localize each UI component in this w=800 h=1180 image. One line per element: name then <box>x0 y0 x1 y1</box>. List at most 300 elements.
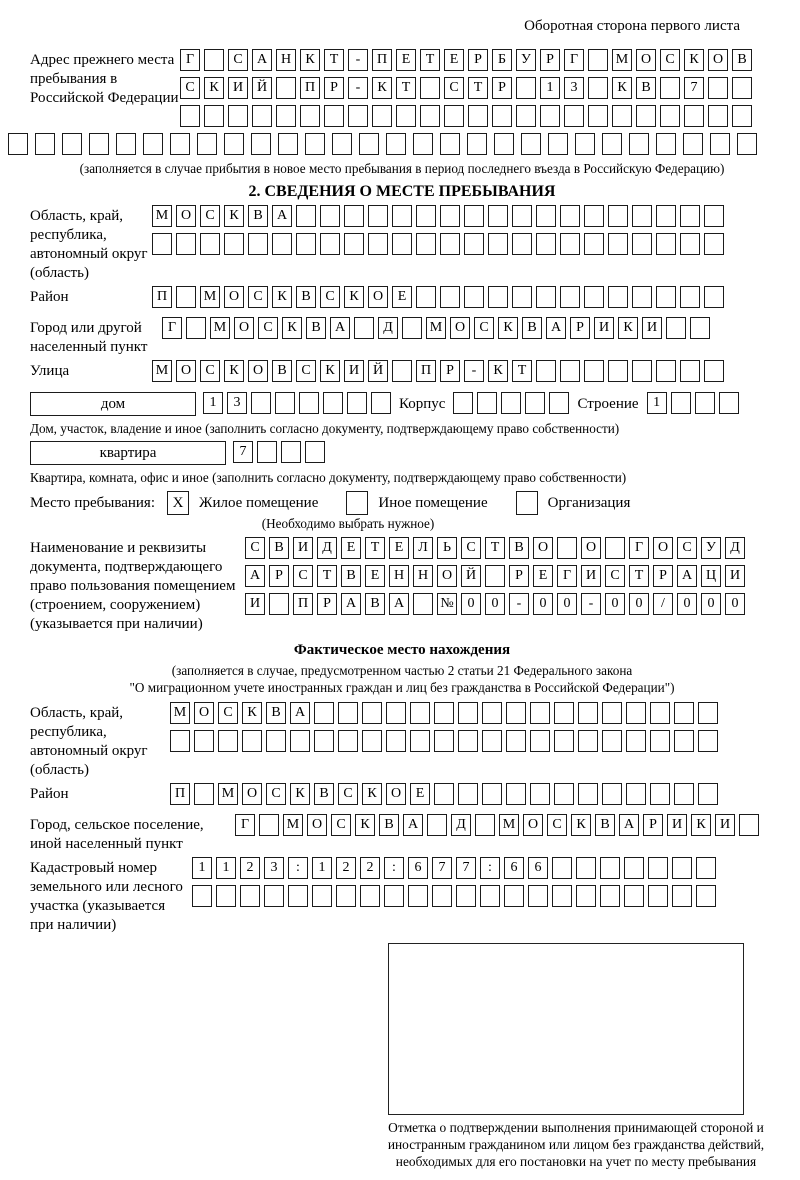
char-cell <box>672 885 692 907</box>
char-cell: М <box>170 702 190 724</box>
char-cell: А <box>546 317 566 339</box>
actual-district-row <box>170 783 722 807</box>
char-cell <box>170 730 190 752</box>
char-cell: С <box>228 49 248 71</box>
char-cell: А <box>619 814 639 836</box>
char-cell: О <box>450 317 470 339</box>
char-cell: О <box>581 537 601 559</box>
char-cell <box>228 105 248 127</box>
char-cell <box>624 885 644 907</box>
actual-city-field <box>30 814 796 854</box>
char-cell: С <box>660 49 680 71</box>
char-cell <box>396 105 416 127</box>
stay-type-checkbox-organization <box>516 491 538 515</box>
char-cell: М <box>210 317 230 339</box>
char-cell <box>116 133 136 155</box>
region-row-1 <box>152 205 728 229</box>
char-cell: Н <box>413 565 433 587</box>
char-cell <box>143 133 163 155</box>
char-cell: К <box>372 77 392 99</box>
char-cell <box>528 885 548 907</box>
char-cell: Н <box>276 49 296 71</box>
char-cell: Т <box>420 49 440 71</box>
char-cell: В <box>272 360 292 382</box>
char-cell <box>251 392 271 414</box>
house-note: Дом, участок, владение и иное (заполнить согласно документу, подтверждающему право собственности) <box>30 421 620 436</box>
char-cell: Т <box>317 565 337 587</box>
char-cell: Т <box>365 537 385 559</box>
char-cell: С <box>200 360 220 382</box>
char-cell <box>584 286 604 308</box>
char-cell <box>444 105 464 127</box>
char-cell <box>602 783 622 805</box>
actual-location-title: Фактическое место нахождения <box>293 642 511 658</box>
char-cell: С <box>245 537 265 559</box>
char-cell <box>281 441 301 463</box>
char-cell: С <box>200 205 220 227</box>
cadastral-row-1 <box>192 857 720 881</box>
actual-district-label: Район <box>30 786 69 802</box>
char-cell: О <box>224 286 244 308</box>
korpus-label: Корпус <box>399 396 446 412</box>
stay-type-option-organization: Организация <box>547 494 631 511</box>
char-cell: 0 <box>629 593 649 615</box>
char-cell <box>698 783 718 805</box>
char-cell <box>420 77 440 99</box>
char-cell <box>372 105 392 127</box>
char-cell <box>362 730 382 752</box>
char-cell <box>494 133 514 155</box>
char-cell: К <box>224 360 244 382</box>
house-type-box: дом <box>30 392 196 416</box>
char-cell <box>650 702 670 724</box>
char-cell <box>626 783 646 805</box>
char-cell: Т <box>468 77 488 99</box>
char-cell: К <box>242 702 262 724</box>
char-cell: К <box>300 49 320 71</box>
char-cell: 1 <box>203 392 223 414</box>
actual-region-label: Область, край, республика, автономный округ (область) <box>30 705 148 778</box>
char-cell <box>344 205 364 227</box>
char-cell: П <box>416 360 436 382</box>
char-cell: 0 <box>461 593 481 615</box>
char-cell <box>482 730 502 752</box>
char-cell <box>464 233 484 255</box>
char-cell <box>650 783 670 805</box>
char-cell <box>296 205 316 227</box>
char-cell <box>516 77 536 99</box>
actual-region-field <box>30 702 796 780</box>
char-cell <box>347 392 367 414</box>
char-cell <box>392 233 412 255</box>
char-cell <box>257 441 277 463</box>
char-cell: С <box>296 360 316 382</box>
char-cell: Н <box>389 565 409 587</box>
char-cell: Д <box>317 537 337 559</box>
char-cell <box>416 286 436 308</box>
char-cell: Е <box>392 286 412 308</box>
char-cell <box>458 702 478 724</box>
char-cell <box>359 133 379 155</box>
char-cell: Р <box>509 565 529 587</box>
char-cell: Г <box>629 537 649 559</box>
char-cell <box>710 133 730 155</box>
char-cell: : <box>480 857 500 879</box>
document-field <box>30 537 796 634</box>
char-cell: Е <box>396 49 416 71</box>
char-cell <box>624 857 644 879</box>
prev-address-note: (заполняется в случае прибытия в новое место пребывания в период последнего въезда в Российскую Федерацию) <box>79 161 725 176</box>
char-cell: Р <box>570 317 590 339</box>
char-cell <box>629 133 649 155</box>
stay-type-checkbox-residential: X <box>167 491 189 515</box>
char-cell <box>695 392 715 414</box>
char-cell: О <box>176 360 196 382</box>
street-row <box>152 360 728 384</box>
char-cell <box>434 730 454 752</box>
char-cell: № <box>437 593 457 615</box>
char-cell <box>632 360 652 382</box>
char-cell <box>708 105 728 127</box>
char-cell: А <box>290 702 310 724</box>
char-cell: Т <box>324 49 344 71</box>
char-cell: Е <box>410 783 430 805</box>
char-cell: У <box>516 49 536 71</box>
char-cell: 6 <box>528 857 548 879</box>
char-cell <box>269 593 289 615</box>
region-label: Область, край, республика, автономный округ (область) <box>30 208 148 281</box>
char-cell <box>386 133 406 155</box>
char-cell: Л <box>413 537 433 559</box>
char-cell: 0 <box>701 593 721 615</box>
region-field <box>30 205 796 283</box>
char-cell: 3 <box>227 392 247 414</box>
char-cell: К <box>204 77 224 99</box>
char-cell: М <box>200 286 220 308</box>
district-row <box>152 286 728 310</box>
actual-city-label: Город, сельское поселение, иной населенный пункт <box>30 817 204 852</box>
char-cell: Е <box>444 49 464 71</box>
char-cell: 1 <box>540 77 560 99</box>
char-cell <box>680 286 700 308</box>
char-cell <box>608 360 628 382</box>
char-cell <box>259 814 279 836</box>
char-cell <box>204 49 224 71</box>
char-cell <box>276 105 296 127</box>
char-cell: С <box>444 77 464 99</box>
char-cell <box>89 133 109 155</box>
char-cell <box>200 233 220 255</box>
char-cell: К <box>355 814 375 836</box>
char-cell: И <box>581 565 601 587</box>
char-cell: В <box>248 205 268 227</box>
char-cell: Р <box>643 814 663 836</box>
prev-address-rows <box>180 49 756 133</box>
char-cell <box>680 233 700 255</box>
actual-location-note-1: (заполняется в случае, предусмотренном частью 2 статьи 21 Федерального закона <box>171 663 633 678</box>
char-cell <box>536 360 556 382</box>
confirmation-stamp-box <box>388 943 744 1115</box>
char-cell <box>427 814 447 836</box>
char-cell <box>480 885 500 907</box>
char-cell <box>584 205 604 227</box>
char-cell <box>576 885 596 907</box>
char-cell <box>656 133 676 155</box>
char-cell: 7 <box>233 441 253 463</box>
char-cell <box>575 133 595 155</box>
char-cell: Т <box>512 360 532 382</box>
char-cell <box>656 360 676 382</box>
document-label: Наименование и реквизиты документа, подтверждающего право пользования помещением (строением, сооружением) (указывается при наличии) <box>30 540 236 632</box>
char-cell: В <box>341 565 361 587</box>
char-cell <box>464 205 484 227</box>
char-cell: И <box>293 537 313 559</box>
char-cell <box>218 730 238 752</box>
char-cell <box>512 286 532 308</box>
char-cell <box>690 317 710 339</box>
prev-address-row-3 <box>180 105 756 129</box>
section2-title: 2. СВЕДЕНИЯ О МЕСТЕ ПРЕБЫВАНИЯ <box>248 183 556 200</box>
char-cell <box>512 205 532 227</box>
char-cell <box>739 814 759 836</box>
char-cell: 1 <box>192 857 212 879</box>
char-cell <box>348 105 368 127</box>
apartment-type-box: квартира <box>30 441 226 465</box>
char-cell: В <box>595 814 615 836</box>
cadastral-label: Кадастровый номер земельного или лесного участка (указывается при наличии) <box>30 860 183 933</box>
char-cell <box>288 885 308 907</box>
stay-type-option-other: Иное помещение <box>378 494 488 511</box>
stay-type-note: (Необходимо выбрать нужное) <box>261 516 435 531</box>
char-cell <box>362 702 382 724</box>
char-cell: О <box>234 317 254 339</box>
char-cell <box>656 205 676 227</box>
char-cell <box>588 77 608 99</box>
char-cell <box>672 857 692 879</box>
char-cell <box>737 133 757 155</box>
char-cell <box>704 205 724 227</box>
char-cell <box>488 286 508 308</box>
stay-type-row <box>30 491 796 515</box>
char-cell <box>680 205 700 227</box>
char-cell <box>252 105 272 127</box>
char-cell <box>636 105 656 127</box>
char-cell: М <box>218 783 238 805</box>
char-cell <box>656 286 676 308</box>
char-cell <box>536 286 556 308</box>
char-cell <box>671 392 691 414</box>
char-cell: С <box>248 286 268 308</box>
char-cell <box>264 885 284 907</box>
char-cell: М <box>499 814 519 836</box>
char-cell <box>608 205 628 227</box>
char-cell <box>648 857 668 879</box>
char-cell <box>305 441 325 463</box>
char-cell: М <box>612 49 632 71</box>
apartment-cells <box>233 441 329 465</box>
char-cell <box>482 783 502 805</box>
char-cell <box>648 885 668 907</box>
char-cell: П <box>372 49 392 71</box>
char-cell <box>320 205 340 227</box>
char-cell: - <box>348 77 368 99</box>
document-row-1 <box>245 537 749 561</box>
char-cell: О <box>533 537 553 559</box>
char-cell <box>410 730 430 752</box>
char-cell <box>560 233 580 255</box>
char-cell <box>312 885 332 907</box>
char-cell <box>536 205 556 227</box>
char-cell: С <box>474 317 494 339</box>
char-cell <box>152 233 172 255</box>
char-cell <box>464 286 484 308</box>
char-cell <box>696 885 716 907</box>
char-cell: О <box>386 783 406 805</box>
char-cell <box>338 730 358 752</box>
char-cell <box>416 233 436 255</box>
char-cell: М <box>426 317 446 339</box>
char-cell: К <box>618 317 638 339</box>
char-cell <box>299 392 319 414</box>
char-cell <box>552 885 572 907</box>
char-cell <box>467 133 487 155</box>
char-cell <box>192 885 212 907</box>
char-cell: Р <box>468 49 488 71</box>
char-cell <box>588 105 608 127</box>
prev-address-field <box>30 49 796 133</box>
char-cell <box>170 133 190 155</box>
char-cell: Е <box>365 565 385 587</box>
char-cell <box>305 133 325 155</box>
char-cell: Б <box>492 49 512 71</box>
char-cell: В <box>732 49 752 71</box>
apartment-note: Квартира, комната, офис и иное (заполнить согласно документу, подтверждающему право собственности) <box>30 470 627 485</box>
char-cell <box>512 233 532 255</box>
char-cell: В <box>266 702 286 724</box>
char-cell <box>708 77 728 99</box>
char-cell <box>62 133 82 155</box>
char-cell <box>530 702 550 724</box>
char-cell: Ц <box>701 565 721 587</box>
char-cell: 7 <box>456 857 476 879</box>
char-cell <box>504 885 524 907</box>
char-cell: Р <box>317 593 337 615</box>
char-cell <box>698 702 718 724</box>
char-cell <box>251 133 271 155</box>
char-cell <box>492 105 512 127</box>
char-cell <box>360 885 380 907</box>
char-cell: К <box>282 317 302 339</box>
char-cell: 2 <box>336 857 356 879</box>
char-cell: О <box>194 702 214 724</box>
char-cell <box>368 205 388 227</box>
char-cell: И <box>642 317 662 339</box>
char-cell: О <box>708 49 728 71</box>
char-cell <box>440 205 460 227</box>
char-cell <box>560 360 580 382</box>
char-cell <box>660 105 680 127</box>
char-cell: О <box>176 205 196 227</box>
char-cell: Д <box>725 537 745 559</box>
street-field <box>30 360 796 388</box>
char-cell <box>704 360 724 382</box>
char-cell <box>632 233 652 255</box>
char-cell <box>240 885 260 907</box>
char-cell <box>275 392 295 414</box>
char-cell <box>666 317 686 339</box>
actual-region-row-2 <box>170 730 722 754</box>
char-cell <box>578 702 598 724</box>
page-corner-note: Оборотная сторона первого листа <box>524 18 740 34</box>
char-cell: А <box>272 205 292 227</box>
char-cell <box>626 702 646 724</box>
char-cell: С <box>266 783 286 805</box>
char-cell <box>290 730 310 752</box>
char-cell: П <box>293 593 313 615</box>
char-cell: Ь <box>437 537 457 559</box>
char-cell <box>660 77 680 99</box>
char-cell: О <box>437 565 457 587</box>
char-cell <box>552 857 572 879</box>
char-cell: К <box>571 814 591 836</box>
char-cell <box>704 286 724 308</box>
char-cell <box>413 593 433 615</box>
char-cell <box>336 885 356 907</box>
char-cell: Е <box>389 537 409 559</box>
char-cell: 0 <box>485 593 505 615</box>
char-cell <box>420 105 440 127</box>
char-cell: В <box>522 317 542 339</box>
char-cell <box>371 392 391 414</box>
char-cell <box>525 392 545 414</box>
char-cell <box>248 233 268 255</box>
city-row <box>162 317 714 341</box>
char-cell: Й <box>461 565 481 587</box>
char-cell <box>458 730 478 752</box>
char-cell <box>602 730 622 752</box>
char-cell <box>557 537 577 559</box>
char-cell: А <box>389 593 409 615</box>
actual-district-field <box>30 783 796 811</box>
actual-location-note-2: "О миграционном учете иностранных граждан и лиц без гражданства в Российской Федерации") <box>129 680 675 695</box>
char-cell <box>626 730 646 752</box>
char-cell <box>276 77 296 99</box>
char-cell: И <box>725 565 745 587</box>
char-cell: П <box>300 77 320 99</box>
stay-type-checkbox-other <box>346 491 368 515</box>
confirmation-caption: Отметка о подтверждении выполнения принимающей стороной и иностранным гражданином или лицом без гражданства действий, необходимых для его постановки на учет по месту пребывания <box>387 1120 765 1169</box>
char-cell <box>440 233 460 255</box>
char-cell <box>242 730 262 752</box>
char-cell: В <box>365 593 385 615</box>
char-cell <box>530 783 550 805</box>
char-cell <box>194 730 214 752</box>
char-cell <box>204 105 224 127</box>
char-cell <box>564 105 584 127</box>
char-cell: Е <box>341 537 361 559</box>
char-cell <box>674 730 694 752</box>
char-cell <box>549 392 569 414</box>
char-cell <box>314 730 334 752</box>
char-cell: : <box>288 857 308 879</box>
char-cell <box>506 702 526 724</box>
char-cell <box>416 205 436 227</box>
char-cell: К <box>488 360 508 382</box>
char-cell <box>386 702 406 724</box>
char-cell <box>680 360 700 382</box>
char-cell: В <box>509 537 529 559</box>
char-cell <box>224 133 244 155</box>
